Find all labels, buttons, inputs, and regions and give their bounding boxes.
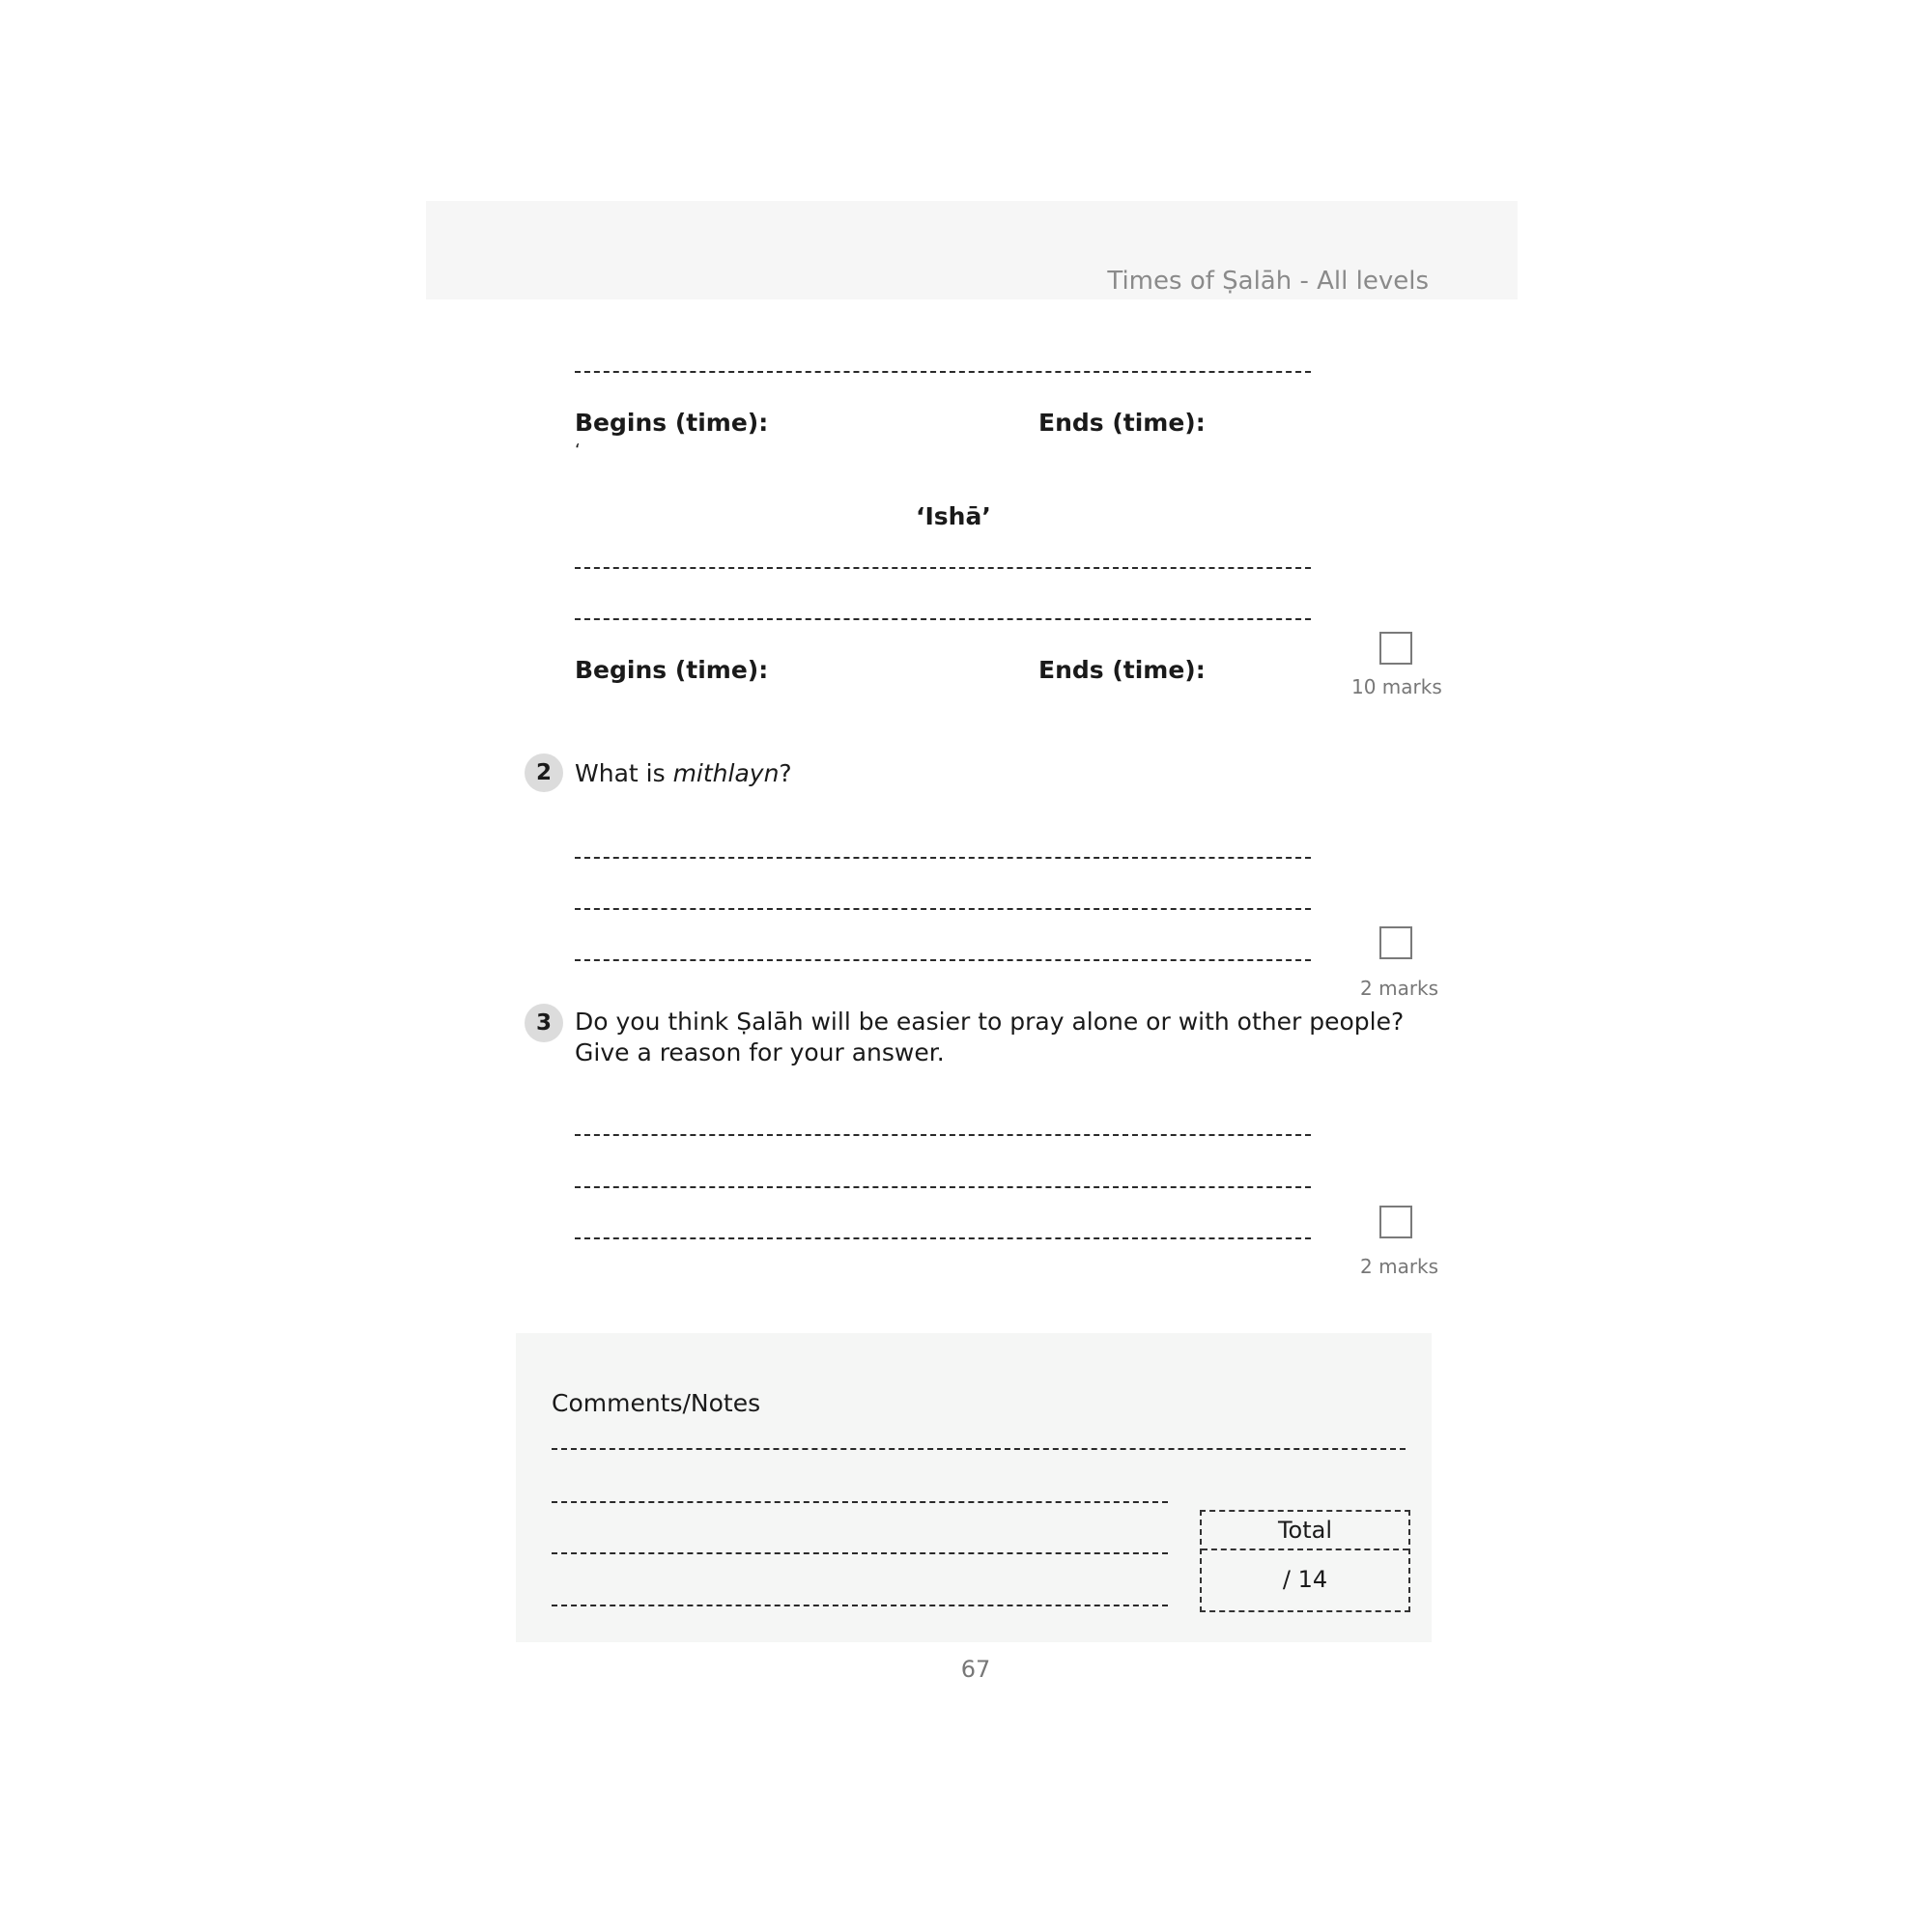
marks-checkbox[interactable] — [1379, 1206, 1412, 1238]
isha-heading: ‘Ishā’ — [916, 502, 991, 530]
total-label: Total — [1202, 1512, 1408, 1550]
question-2-prefix: What is — [575, 759, 673, 787]
ends-time-label: Ends (time): — [1038, 656, 1206, 684]
total-value[interactable]: / 14 — [1282, 1566, 1328, 1593]
answer-line[interactable] — [575, 1134, 1311, 1136]
answer-line[interactable] — [575, 857, 1311, 859]
begins-time-label: Begins (time): — [575, 409, 769, 437]
comments-line[interactable] — [552, 1501, 1168, 1503]
page-number: 67 — [960, 1656, 991, 1683]
answer-line[interactable] — [575, 371, 1311, 373]
stray-mark: ‘ — [575, 440, 581, 461]
question-2-suffix: ? — [779, 759, 792, 787]
question-3-line-1: Do you think Ṣalāh will be easier to pray alone or with other people? — [575, 1008, 1405, 1036]
question-number-badge: 3 — [525, 1004, 563, 1042]
answer-line[interactable] — [575, 1186, 1311, 1188]
question-2-text — [575, 759, 792, 787]
marks-label: 2 marks — [1360, 977, 1439, 1000]
answer-line[interactable] — [575, 618, 1311, 620]
marks-label: 2 marks — [1360, 1255, 1439, 1278]
total-score-box — [1200, 1510, 1410, 1612]
answer-line[interactable] — [575, 908, 1311, 910]
comments-line[interactable] — [552, 1448, 1406, 1450]
answer-line[interactable] — [575, 567, 1311, 569]
marks-checkbox[interactable] — [1379, 926, 1412, 959]
comments-title: Comments/Notes — [552, 1389, 761, 1417]
question-number-badge: 2 — [525, 753, 563, 792]
question-2-term: mithlayn — [672, 759, 780, 787]
answer-line[interactable] — [575, 959, 1311, 961]
answer-line[interactable] — [575, 1237, 1311, 1239]
marks-label: 10 marks — [1351, 675, 1442, 698]
begins-time-label: Begins (time): — [575, 656, 769, 684]
marks-checkbox[interactable] — [1379, 632, 1412, 665]
comments-line[interactable] — [552, 1605, 1168, 1606]
ends-time-label: Ends (time): — [1038, 409, 1206, 437]
comments-line[interactable] — [552, 1552, 1168, 1554]
question-3-line-2: Give a reason for your answer. — [575, 1038, 945, 1066]
page-header-title: Times of Ṣalāh - All levels — [1107, 267, 1429, 296]
